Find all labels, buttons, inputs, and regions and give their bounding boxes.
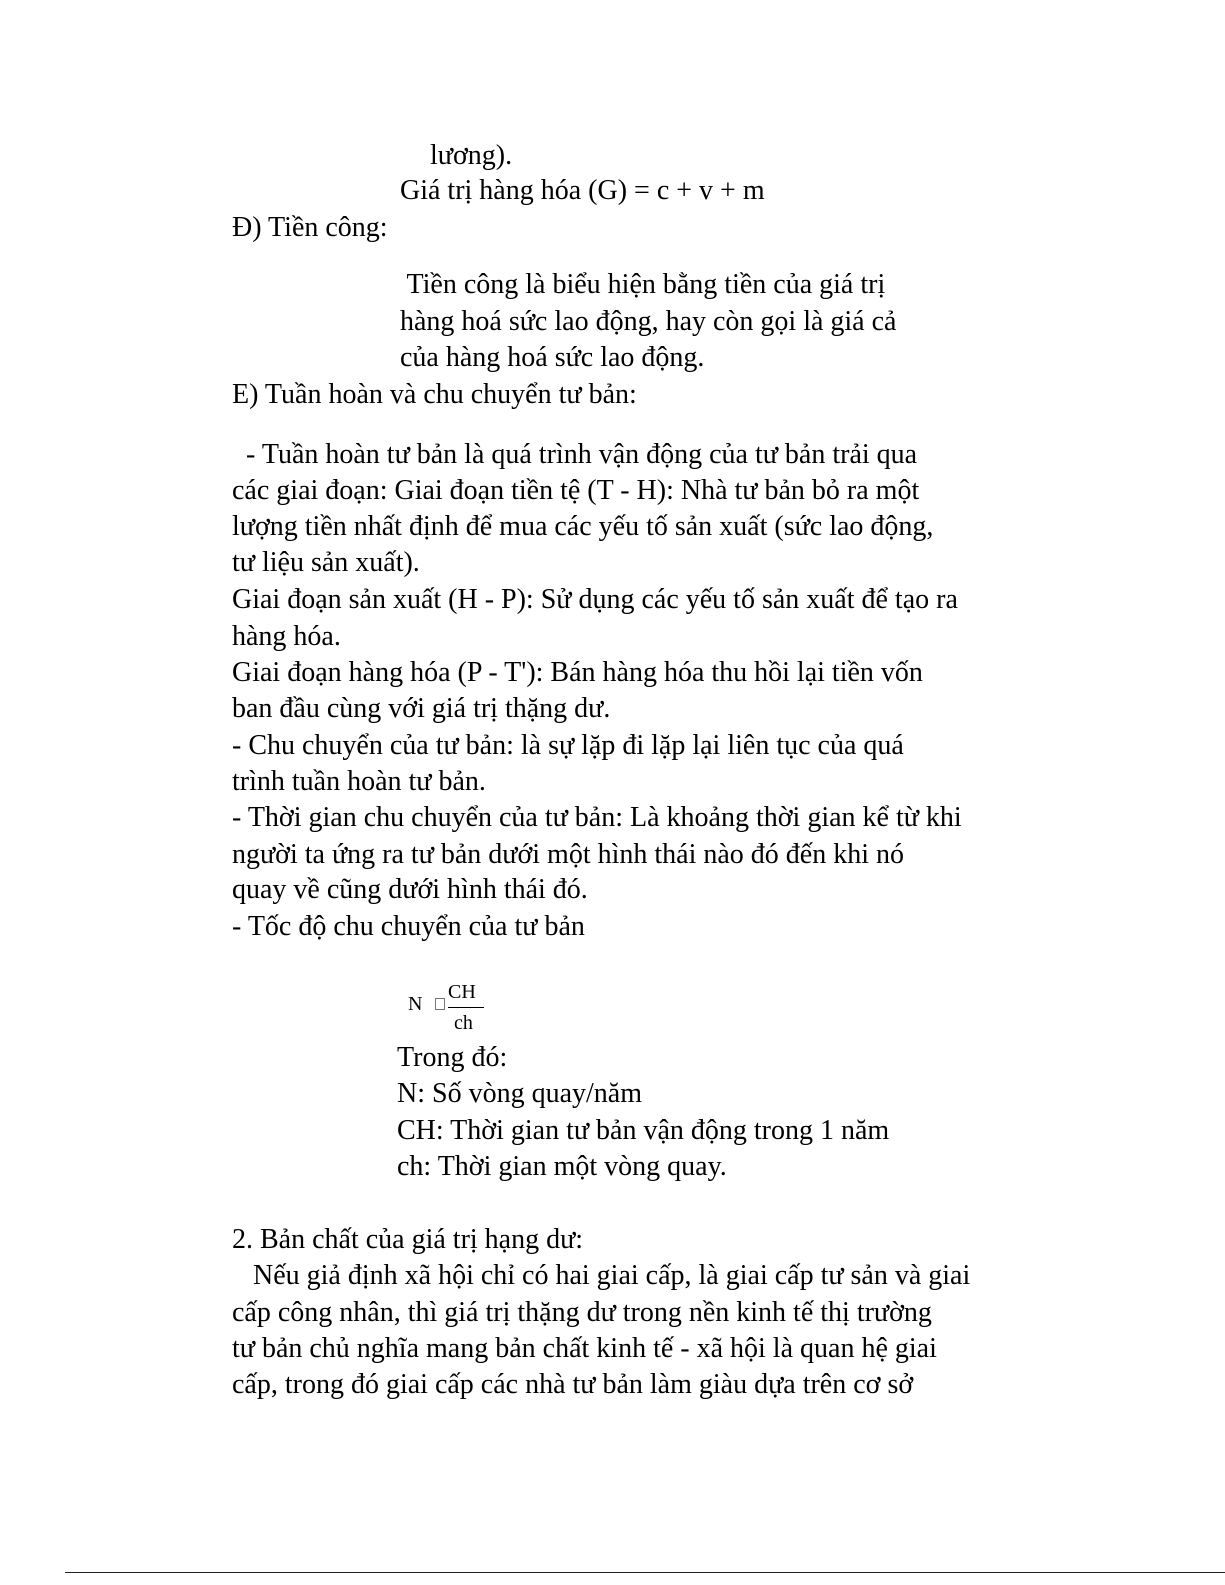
- formula-variable: N: [408, 993, 423, 1015]
- text-line: hàng hóa.: [232, 621, 341, 652]
- text-line: người ta ứng ra tư bản dưới một hình thái nào đó đến khi nó: [232, 839, 904, 870]
- text-line: tư liệu sản xuất).: [232, 547, 420, 578]
- text-line: ch: Thời gian một vòng quay.: [397, 1151, 727, 1182]
- text-line: quay về cũng dưới hình thái đó.: [232, 874, 588, 905]
- section-heading: 2. Bản chất của giá trị hạng dư:: [232, 1224, 584, 1255]
- fraction-bar: [448, 1007, 484, 1008]
- text-line: Giai đoạn sản xuất (H - P): Sử dụng các yếu tố sản xuất để tạo ra: [232, 584, 958, 615]
- formula-line: Giá trị hàng hóa (G) = c + v + m: [400, 175, 765, 206]
- text-line: Nếu giả định xã hội chỉ có hai giai cấp, là giai cấp tư sản và giai: [232, 1260, 971, 1291]
- page-border: [65, 1572, 1225, 1573]
- section-heading: Đ) Tiền công:: [232, 212, 388, 243]
- text-line: trình tuần hoàn tư bản.: [232, 766, 486, 797]
- text-line: Giai đoạn hàng hóa (P - T'): Bán hàng hóa thu hồi lại tiền vốn: [232, 657, 923, 688]
- formula-denominator: ch: [454, 1012, 473, 1034]
- turnover-formula: [408, 980, 508, 1036]
- section-heading: E) Tuần hoàn và chu chuyển tư bản:: [232, 379, 637, 410]
- missing-glyph-icon: [435, 998, 445, 1010]
- text-line: lượng tiền nhất định để mua các yếu tố sản xuất (sức lao động,: [232, 511, 934, 542]
- text-line: ban đầu cùng với giá trị thặng dư.: [232, 693, 611, 724]
- text-line: hàng hoá sức lao động, hay còn gọi là giá cả: [400, 306, 897, 337]
- text-line: lương).: [430, 140, 513, 171]
- text-line: - Thời gian chu chuyển của tư bản: Là khoảng thời gian kể từ khi: [232, 802, 962, 833]
- text-line: CH: Thời gian tư bản vận động trong 1 năm: [397, 1115, 890, 1146]
- text-line: cấp, trong đó giai cấp các nhà tư bản làm giàu dựa trên cơ sở: [232, 1369, 914, 1400]
- text-line: tư bản chủ nghĩa mang bản chất kinh tế - xã hội là quan hệ giai: [232, 1333, 937, 1364]
- formula-numerator: CH: [448, 981, 476, 1003]
- text-line: Tiền công là biểu hiện bằng tiền của giá trị: [400, 269, 886, 300]
- text-line: Trong đó:: [397, 1042, 508, 1073]
- text-line: cấp công nhân, thì giá trị thặng dư trong nền kinh tế thị trường: [232, 1297, 932, 1328]
- text-line: - Chu chuyển của tư bản: là sự lặp đi lặp lại liên tục của quá: [232, 730, 904, 761]
- text-line: N: Số vòng quay/năm: [397, 1078, 642, 1109]
- text-line: của hàng hoá sức lao động.: [400, 342, 705, 373]
- text-line: - Tuần hoàn tư bản là quá trình vận động của tư bản trải qua: [232, 439, 918, 470]
- text-line: các giai đoạn: Giai đoạn tiền tệ (T - H): Nhà tư bản bỏ ra một: [232, 475, 920, 506]
- text-line: - Tốc độ chu chuyển của tư bản: [232, 911, 585, 942]
